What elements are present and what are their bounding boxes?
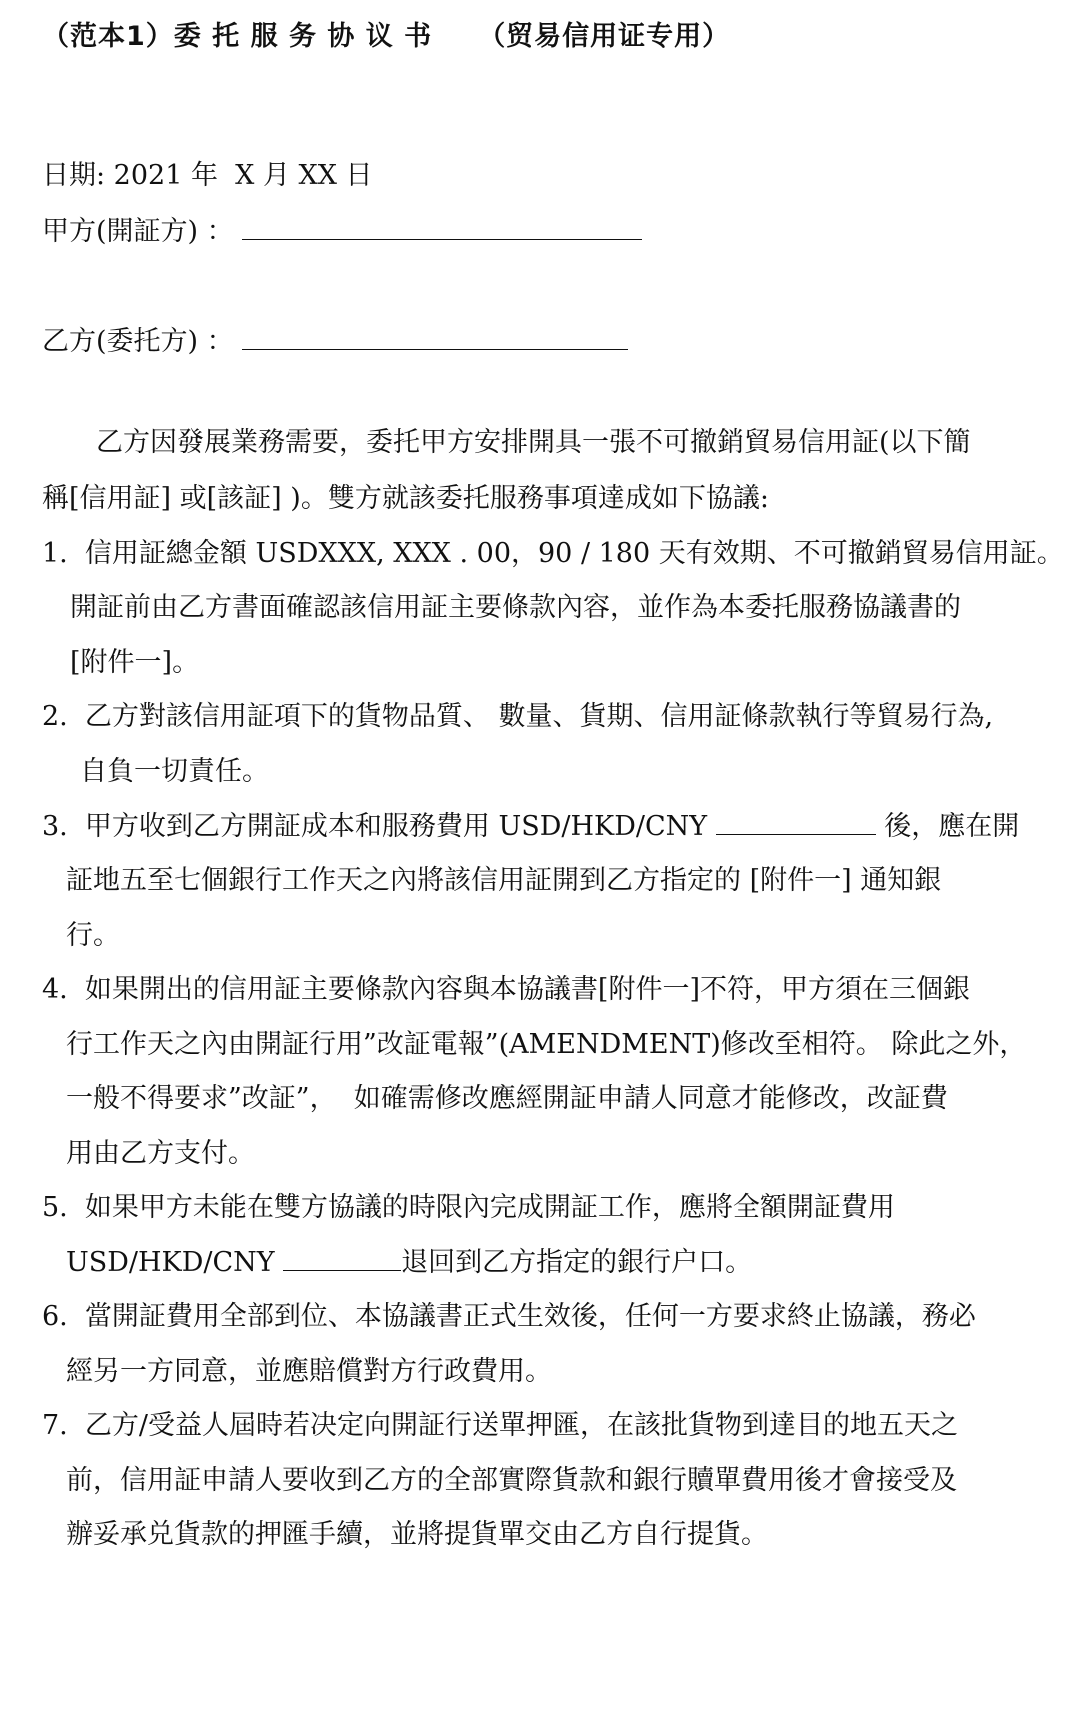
party-b-line [42,324,628,360]
clause-7-line-2: 前，信用証申請人要收到乙方的全部實際貨款和銀行贖單費用後才會接受及 [66,1465,957,1496]
clause-5-line-1: 5. 如果甲方未能在雙方協議的時限內完成開証工作，應將全額開証費用 [42,1192,895,1223]
clause-1-line-2: 開証前由乙方書面確認該信用証主要條款內容，並作為本委托服務協議書的 [70,592,961,623]
clause-3-text-b: 後，應在開 [875,811,1020,842]
clause-2-line-1: 2. 乙方對該信用証項下的貨物品質、 數量、貨期、信用証條款執行等貿易行為, [42,701,994,732]
clause-7-line-3: 辦妥承兑貨款的押匯手續，並將提貨單交由乙方自行提貨。 [66,1519,768,1550]
clause-3-line-1 [42,809,1019,845]
clause-4-line-1: 4. 如果開出的信用証主要條款內容與本協議書[附件一]不符，甲方須在三個銀 [42,974,970,1005]
clause-5-text-a: USD/HKD/CNY [66,1247,284,1278]
clause-1-line-3: [附件一]。 [70,647,200,678]
party-b-label: 乙方(委托方) ： [42,326,234,357]
clause-5-text-b: 退回到乙方指定的銀行户口。 [401,1247,753,1278]
clause-1-line-1: 1. 信用証總金額 USDXXX, XXX . 00，90 / 180 天有效期、不可撤銷貿易信用証。 [42,538,1064,569]
party-a-line [42,214,642,250]
clause-3-text-a: 3. 甲方收到乙方開証成本和服務費用 USD/HKD/CNY [42,811,716,842]
clause-5-line-2 [66,1245,752,1281]
date-line: 日期: 2021 年 X 月 XX 日 [42,160,373,191]
clause-4-line-3: 一般不得要求”改証”， 如確需修改應經開証申請人同意才能修改，改証費 [66,1083,948,1114]
title-main: （范本1）委 托 服 务 协 议 书 [42,21,433,52]
party-a-label: 甲方(開証方) ： [42,216,234,247]
clause-6-line-1: 6. 當開証費用全部到位、本協議書正式生效後，任何一方要求終止協議，務必 [42,1301,976,1332]
intro-line-2: 稱[信用証] 或[該証] )。雙方就該委托服務事項達成如下協議: [42,483,769,514]
clause-3-amount-blank[interactable] [716,833,876,835]
party-b-blank[interactable] [242,348,628,350]
clause-4-line-2: 行工作天之內由開証行用”改証電報”(AMENDMENT)修改至相符。 除此之外， [66,1029,1027,1060]
clause-5-amount-blank[interactable] [283,1269,401,1271]
clause-4-line-4: 用由乙方支付。 [66,1138,255,1169]
clause-7-line-1: 7. 乙方/受益人屆時若决定向開証行送單押匯，在該批貨物到達目的地五天之 [42,1410,959,1441]
intro-line-1: 乙方因發展業務需要，委托甲方安排開具一張不可撤銷貿易信用証(以下簡 [96,427,971,458]
document-title [42,14,730,53]
clause-3-line-3: 行。 [66,920,120,951]
clause-6-line-2: 經另一方同意，並應賠償對方行政費用。 [66,1356,552,1387]
party-a-blank[interactable] [242,238,642,240]
clause-3-line-2: 証地五至七個銀行工作天之內將該信用証開到乙方指定的 [附件一] 通知銀 [66,865,942,896]
clause-2-line-2: 自負一切責任。 [80,756,269,787]
title-subtitle: （贸易信用证专用） [478,21,731,52]
